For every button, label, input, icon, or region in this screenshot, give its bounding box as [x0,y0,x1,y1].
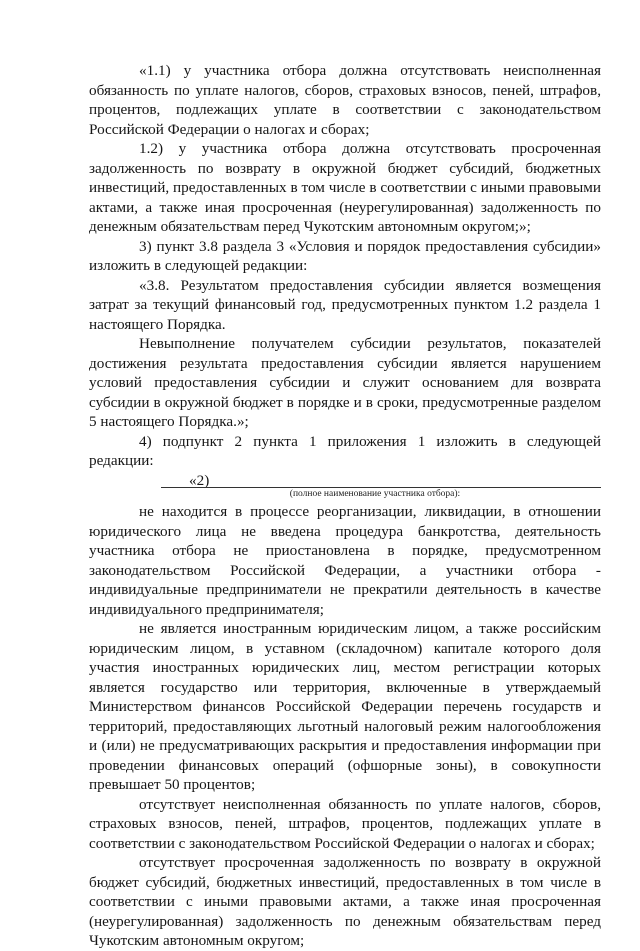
paragraph-3-8: «3.8. Результатом предоставления субсидии является возмещения затрат за текущий финансовый год, предусмотренных пунктом 1.2 раздела 1 настоящего Порядка. [89,276,601,333]
paragraph-no-tax-debt: отсутствует неисполненная обязанность по уплате налогов, сборов, страховых взносов, пеней, штрафов, процентов, подлежащих уплате в соответствии с законодательством Российской Федерации о налогах и сборах; [89,795,601,852]
fill-in-prefix: «2) [189,471,210,489]
paragraph-nonfulfillment: Невыполнение получателем субсидии результатов, показателей достижения результата предоставления субсидии является нарушением условий предоставления субсидии и служит основанием для возврата субсидии в окружной бюджет в порядке и в сроки, предусмотренные разделом 5 настоящего Порядка.»; [89,335,601,430]
paragraph-1-2: 1.2) у участника отбора должна отсутствовать просроченная задолженность по возврату в окружной бюджет субсидий, бюджетных инвестиций, предоставленных в том числе в соответствии с иными правовыми актами, а также иная просроченная (неурегулированная) задолженность по денежным обязательствам перед Чукотским автономным округом;»; [89,140,601,235]
paragraph-not-foreign-entity: не является иностранным юридическим лицом, а также российским юридическим лицом, в уставном (складочном) капитале которого доля участия иностранных юридических лиц, местом регистрации которых является государство или территория, включенные в утверждаемый Министерством финансов Российской Федерации перечень государств и территорий, предоставляющих льготный налоговый режим налогообложения и (или) не предусматривающих раскрытия и предоставления информации при проведении финансовых операций (офшорные зоны), в совокупности превышает 50 процентов; [89,620,601,793]
paragraph-item-3: 3) пункт 3.8 раздела 3 «Условия и порядок предоставления субсидии» изложить в следующей редакции: [89,237,601,274]
document-body [89,61,601,951]
fill-in-caption: (полное наименование участника отбора): [289,489,461,499]
paragraph-not-reorganizing: не находится в процессе реорганизации, ликвидации, в отношении юридического лица не введена процедура банкротства, деятельность участника отбора не приостановлена в порядке, предусмотренном законодательством Российской Федерации, а участники отбора - индивидуальные предприниматели не прекратили деятельность в качестве индивидуального предпринимателя; [89,503,601,618]
fill-in-line [89,471,601,491]
paragraph-item-4: 4) подпункт 2 пункта 1 приложения 1 изложить в следующей редакции: [89,432,601,469]
paragraph-1-1: «1.1) у участника отбора должна отсутствовать неисполненная обязанность по уплате налогов, сборов, страховых взносов, пеней, штрафов, процентов, подлежащих уплате в соответствии с законодательством Российской Федерации о налогах и сборах; [89,62,601,138]
fill-in-underline [161,487,601,488]
paragraph-no-overdue-debt: отсутствует просроченная задолженность по возврату в окружной бюджет субсидий, бюджетных инвестиций, предоставленных в том числе в соответствии с иными правовыми актами, а также иная просроченная (неурегулированная) задолженность по денежным обязательствам перед Чукотским автономным округом; [89,854,601,949]
